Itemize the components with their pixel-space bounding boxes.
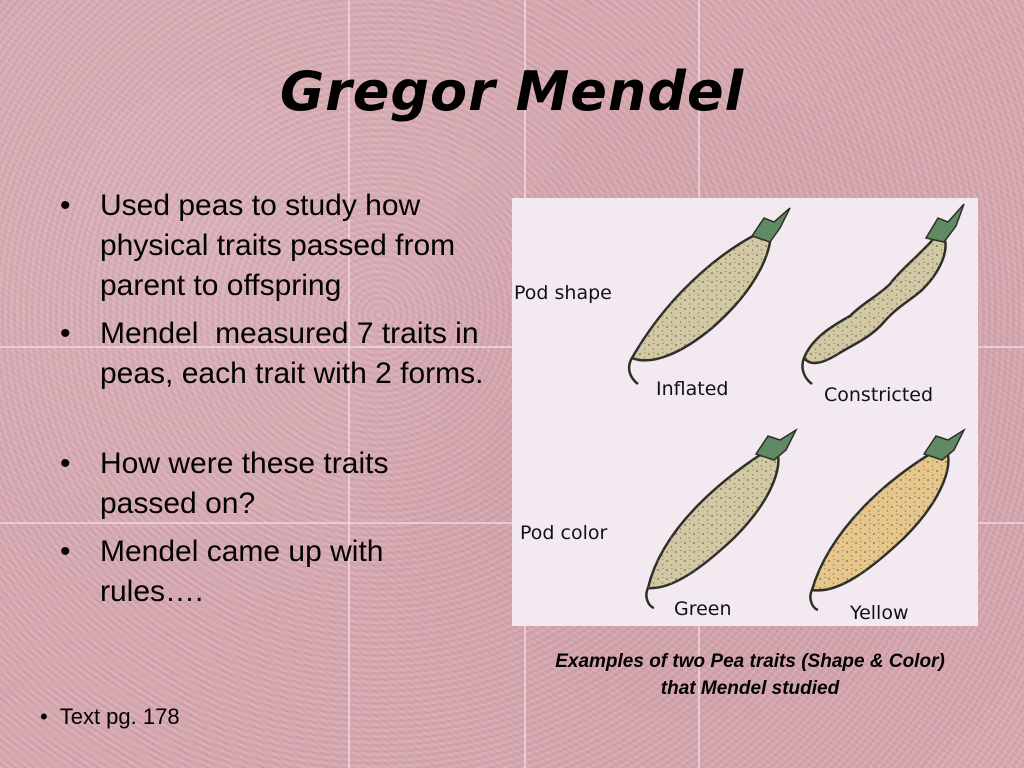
bullet-text: Mendel measured 7 traits in peas, each trait with 2 forms. bbox=[100, 317, 487, 390]
bullet-symbol: • bbox=[60, 317, 71, 350]
bullet-item bbox=[52, 444, 492, 524]
inflated-label: Inflated bbox=[656, 378, 729, 400]
bullet-item bbox=[52, 532, 492, 612]
pod-constricted bbox=[802, 204, 964, 384]
bullet-text: Mendel came up with rules…. bbox=[100, 535, 384, 608]
bullet-list bbox=[52, 186, 492, 620]
caption-line: that Mendel studied bbox=[660, 678, 840, 699]
bullet-symbol: • bbox=[60, 189, 71, 222]
bullet-item bbox=[52, 314, 492, 394]
pod-shape-label: Pod shape bbox=[514, 282, 612, 304]
slide-title: Gregor Mendel bbox=[279, 60, 745, 123]
pod-yellow bbox=[810, 430, 964, 610]
bullet-symbol: • bbox=[60, 447, 71, 480]
pea-traits-figure bbox=[512, 198, 978, 626]
text-reference-label: Text pg. 178 bbox=[59, 704, 180, 729]
bullet-symbol: • bbox=[40, 704, 48, 729]
yellow-label: Yellow bbox=[850, 602, 909, 624]
pod-green bbox=[646, 430, 796, 608]
green-label: Green bbox=[674, 598, 732, 620]
figure-caption bbox=[500, 648, 1000, 702]
pod-color-label: Pod color bbox=[520, 522, 608, 544]
bullet-symbol: • bbox=[60, 535, 71, 568]
bullet-text: How were these traits passed on? bbox=[100, 447, 389, 520]
pea-pods-illustration bbox=[512, 198, 978, 626]
pod-inflated bbox=[629, 208, 790, 384]
bullet-item bbox=[52, 186, 492, 306]
bullet-text: Used peas to study how physical traits passed from parent to offspring bbox=[100, 189, 456, 302]
caption-line: Examples of two Pea traits (Shape & Color) bbox=[555, 651, 945, 672]
text-reference bbox=[40, 704, 180, 730]
constricted-label: Constricted bbox=[824, 384, 934, 406]
